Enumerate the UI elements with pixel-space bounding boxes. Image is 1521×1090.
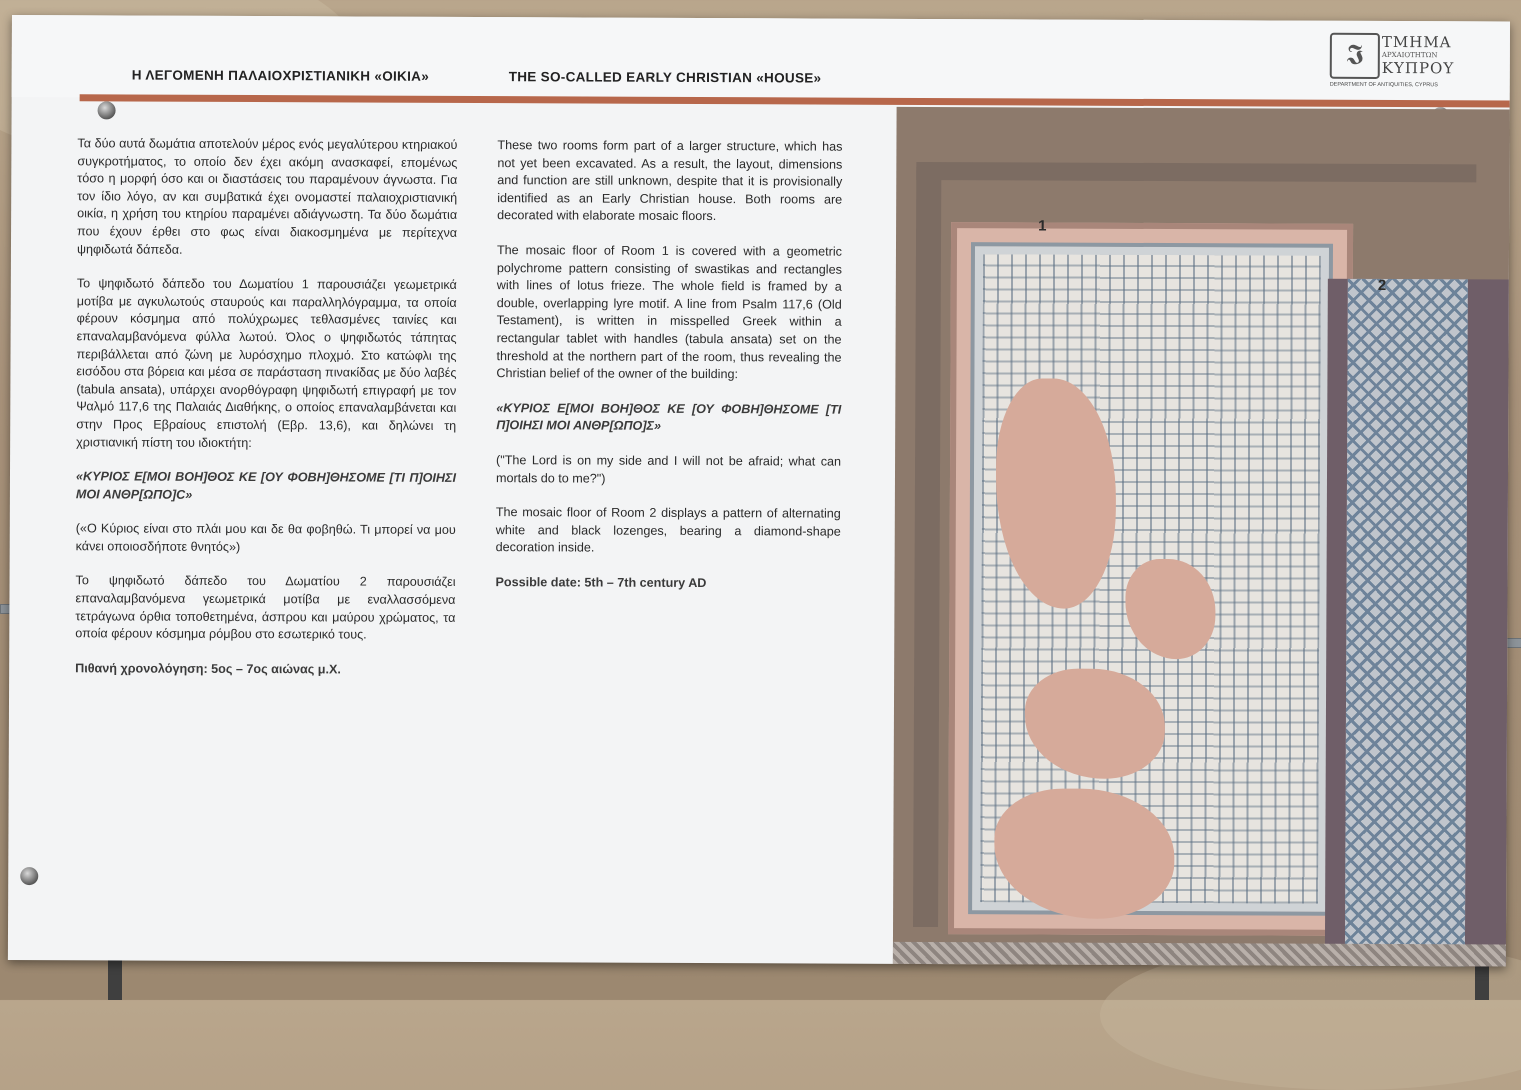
english-date: Possible date: 5th – 7th century AD xyxy=(495,574,707,590)
logo-caption: DEPARTMENT OF ANTIQUITIES, CYPRUS xyxy=(1329,81,1438,89)
english-translation: ("The Lord is on my side and I will not be afraid; what can mortals do to me?") xyxy=(495,453,842,486)
english-text-column xyxy=(495,137,842,610)
greek-paragraph: Το ψηφιδωτό δάπεδο του Δωματίου 1 παρουσιάζει γεωμετρικά μοτίβα με αγκυλωτούς σταυρούς και παραλληλόγραμμα, τα οποία φέρουν κόσμημα από πολύχρωμες τεθλασμένες ταινίες και επαναλαμβανόμενα φύλλα λωτού. Όλος ο ψηφιδωτός τάπητας περιβάλλεται από ζώνη με λυρόσχημο πλοχμό. Στο κατώφλι της εισόδου στα βόρεια και μέσα σε παράσταση πινακίδας με δύο λαβές (tabula ansata), υπάρχει ανορθόγραφη ψηφιδωτή επιγραφή με τον Ψαλμό 117,6 της Παλαιάς Διαθήκης, ο οποίος επαναλαμβάνεται και στην Προς Εβραίους επιστολή (Εβρ. 13,6), και δηλώνει τη χριστιανική πίστη του ιδιοκτήτη: xyxy=(76,276,457,450)
greek-paragraph: Τα δύο αυτά δωμάτια αποτελούν μέρος ενός μεγαλύτερου κτηριακού συγκροτήματος, το οποίο δεν έχει ακόμη ανασκαφεί, επομένως τόσο η μορφή όσο και οι διαστάσεις του παραμένουν άγνωστα. Για τον ίδιο λόγο, αν και συμβατικά έχει ονομαστεί παλαιοχριστιανική οικία, η χρήση του κτηρίου παραμένει αδιάγνωστη. Τα δύο δωμάτια που έχουν έρθει στο φως είναι διακοσμημένα με περίτεχνα ψηφιδωτά δάπεδα. xyxy=(76,136,458,257)
screw xyxy=(98,101,116,119)
photo-bottom-border xyxy=(893,942,1506,967)
greek-text-column xyxy=(75,135,457,696)
title-english: THE SO-CALLED EARLY CHRISTIAN «HOUSE» xyxy=(508,69,822,86)
sign-leg-left xyxy=(108,955,122,1000)
greek-translation: («Ο Κύριος είναι στο πλάι μου και δε θα φοβηθώ. Τι μπορεί να μου κάνει οποιοσδήποτε θνητός») xyxy=(75,521,456,554)
greek-inscription-quote: «ΚΥΡΙΟΣ Ε[ΜΟΙ ΒΟΗ]ΘΟΣ ΚΕ [ΟΥ ΦΟΒΗ]ΘΗΣΟΜΕ [ΤΙ Π]ΟΙΗΣΙ ΜΟΙ ΑΝΘΡ[ΩΠΟ]C» xyxy=(75,469,457,502)
english-paragraph: The mosaic floor of Room 2 displays a pattern of alternating white and black lozenges, bearing a diamond-shape decoration inside. xyxy=(495,505,841,555)
logo-text: ΚΥΠΡΟΥ xyxy=(1381,58,1455,78)
english-paragraph: The mosaic floor of Room 1 is covered with a geometric polychrome pattern consisting of swastikas and rectangles with lines of lotus frieze. The whole field is framed by a double, overlapping lyre motif. A line from Psalm 117,6 (Old Testament), is written in misspelled Greek within a rectangular tablet with handles (tabula ansata) set on the threshold at the northern part of the room, thus revealing the Christian belief of the owner of the building: xyxy=(496,243,843,382)
english-inscription-quote: «ΚΥΡΙΟΣ Ε[ΜΟΙ ΒΟΗ]ΘΟΣ ΚΕ [ΟΥ ΦΟΒΗ]ΘΗΣΟΜΕ [ΤΙ Π]ΟΙΗΣΙ ΜΟΙ ΑΝΘΡ[ΩΠΟ]Σ» xyxy=(496,400,842,434)
room-2-label: 2 xyxy=(1377,276,1387,294)
mosaic-aerial-photo xyxy=(893,107,1510,967)
room-1-label: 1 xyxy=(1038,217,1047,235)
screw xyxy=(20,867,38,885)
english-paragraph: These two rooms form part of a larger structure, which has not yet been excavated. As a result, the layout, dimensions and function are still unknown, despite that it is provisionally identified as an Early Christian house. Both rooms are decorated with elaborate mosaic floors. xyxy=(497,138,843,224)
room-1-floor xyxy=(948,222,1353,936)
title-greek: Η ΛΕΓΟΜΕΝΗ ΠΑΛΑΙΟΧΡΙΣΤΙΑΝΙΚΗ «ΟΙΚΙΑ» xyxy=(131,67,430,84)
greek-paragraph: Το ψηφιδωτό δάπεδο του Δωματίου 2 παρουσιάζει επαναλαμβανόμενα γεωμετρικά μοτίβα με εναλλασσόμενα τετράγωνα όρθια τοποθετημένα, άσπρου και μαύρου χρώματος, τα οποία φέρουν κόσμημα ρόμβου στο εσωτερικό τους. xyxy=(75,573,456,642)
room-2-mosaic xyxy=(1345,276,1468,967)
logo-text: ΤΜΗΜΑ xyxy=(1381,32,1452,52)
sign-header xyxy=(12,15,1510,104)
information-sign xyxy=(8,15,1510,967)
greek-date: Πιθανή χρονολόγηση: 5ος – 7ος αιώνας μ.Χ. xyxy=(75,661,341,677)
wall-foundation xyxy=(916,162,1476,182)
ionic-capital-icon: 𝕴 xyxy=(1330,33,1380,79)
logo-text: ΑΡΧΑΙΟΤΗΤΩΝ xyxy=(1381,50,1438,60)
department-logo xyxy=(1330,31,1470,94)
wall-foundation xyxy=(913,167,941,927)
room-2-floor xyxy=(1325,276,1509,967)
